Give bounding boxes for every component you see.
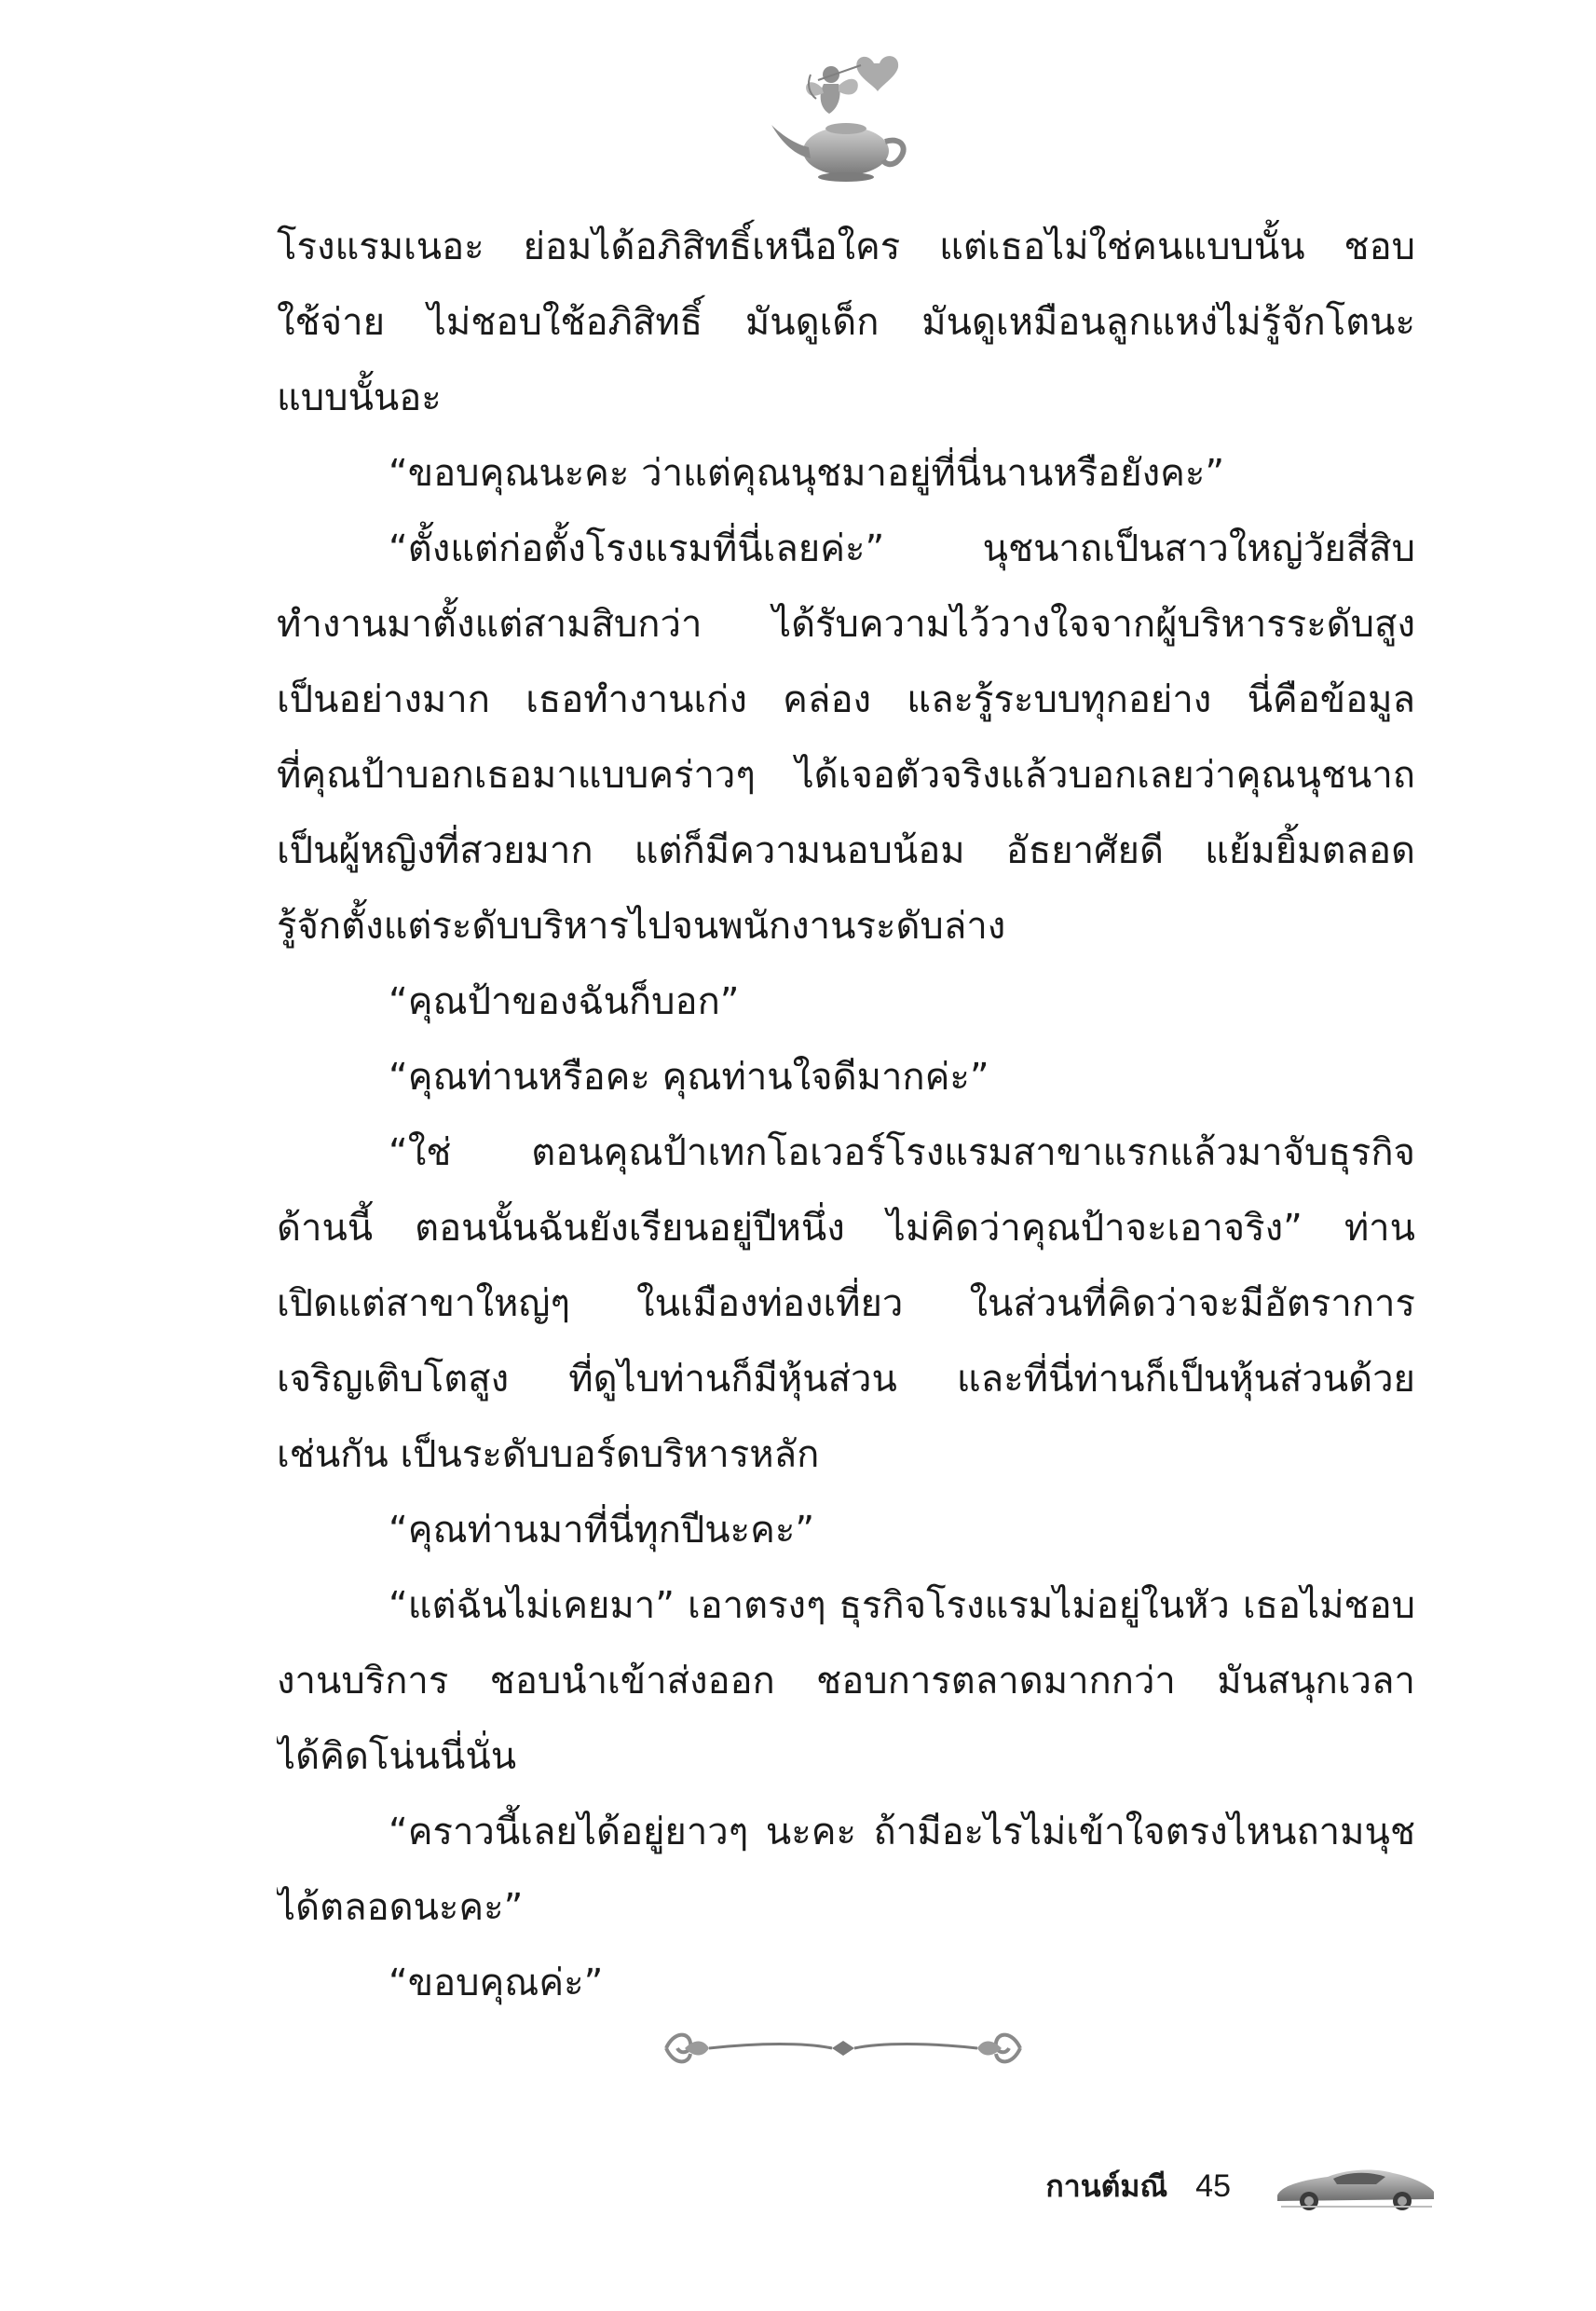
teapot-cupid-ornament-icon — [764, 47, 922, 186]
text-line: ด้านนี้ ตอนนั้นฉันยังเรียนอยู่ปีหนึ่ง ไม่คิดว่าคุณป้าจะเอาจริง” ท่าน — [277, 1207, 1415, 1250]
text-line: “คุณป้าของฉันก็บอก” — [389, 980, 740, 1023]
text-line: “คุณท่านมาที่นี่ทุกปีนะคะ” — [389, 1509, 815, 1552]
sports-car-icon — [1272, 2158, 1439, 2214]
text-line: ใช้จ่าย ไม่ชอบใช้อภิสิทธิ์ มันดูเด็ก มันดูเหมือนลูกแหง่ไม่รู้จักโตนะ — [277, 301, 1415, 344]
text-line: เป็นอย่างมาก เธอทำงานเก่ง คล่อง และรู้ระบบทุกอย่าง นี่คือข้อมูล — [277, 678, 1415, 721]
text-line: “คุณท่านหรือคะ คุณท่านใจดีมากค่ะ” — [389, 1056, 989, 1099]
text-line: แบบนั้นอะ — [277, 376, 442, 419]
text-line: “ขอบคุณค่ะ” — [389, 1962, 604, 2004]
text-line: เช่นกัน เป็นระดับบอร์ดบริหารหลัก — [277, 1433, 820, 1476]
text-line: ได้ตลอดนะคะ” — [277, 1886, 524, 1929]
text-line: เปิดแต่สาขาใหญ่ๆ ในเมืองท่องเที่ยว ในส่วนที่คิดว่าจะมีอัตราการ — [277, 1282, 1415, 1325]
page-number: 45 — [1195, 2167, 1231, 2204]
text-line: รู้จักตั้งแต่ระดับบริหารไปจนพนักงานระดับล่าง — [277, 905, 1006, 948]
text-line: “คราวนี้เลยได้อยู่ยาวๆ นะคะ ถ้ามีอะไรไม่เข้าใจตรงไหนถามนุช — [389, 1811, 1415, 1853]
flourish-divider-icon — [657, 2022, 1030, 2074]
text-line: ทำงานมาตั้งแต่สามสิบกว่า ได้รับความไว้วางใจจากผู้บริหารระดับสูง — [277, 603, 1415, 646]
text-line: “แต่ฉันไม่เคยมา” เอาตรงๆ ธุรกิจโรงแรมไม่อยู่ในหัว เธอไม่ชอบ — [389, 1584, 1415, 1627]
text-line: “ขอบคุณนะคะ ว่าแต่คุณนุชมาอยู่ที่นี่นานหรือยังคะ” — [389, 452, 1225, 495]
text-line: โรงแรมเนอะ ย่อมได้อภิสิทธิ์เหนือใคร แต่เธอไม่ใช่คนแบบนั้น ชอบ — [277, 226, 1415, 268]
text-line: เป็นผู้หญิงที่สวยมาก แต่ก็มีความนอบน้อม อัธยาศัยดี แย้มยิ้มตลอด — [277, 829, 1415, 872]
body-text — [277, 210, 1415, 2021]
text-line: งานบริการ ชอบนำเข้าส่งออก ชอบการตลาดมากกว่า มันสนุกเวลา — [277, 1660, 1415, 1702]
page-footer — [1045, 2153, 1439, 2220]
text-line: ได้คิดโน่นนี่นั่น — [277, 1735, 517, 1778]
text-line: “ตั้งแต่ก่อตั้งโรงแรมที่นี่เลยค่ะ” นุชนาถเป็นสาวใหญ่วัยสี่สิบ — [389, 527, 1415, 570]
text-line: ที่คุณป้าบอกเธอมาแบบคร่าวๆ ได้เจอตัวจริงแล้วบอกเลยว่าคุณนุชนาถ — [277, 754, 1415, 797]
text-line: “ใช่ ตอนคุณป้าเทกโอเวอร์โรงแรมสาขาแรกแล้วมาจับธุรกิจ — [389, 1131, 1415, 1174]
book-title: กานต์มณี — [1045, 2167, 1168, 2204]
text-line: เจริญเติบโตสูง ที่ดูไบท่านก็มีหุ้นส่วน และที่นี่ท่านก็เป็นหุ้นส่วนด้วย — [277, 1358, 1415, 1401]
